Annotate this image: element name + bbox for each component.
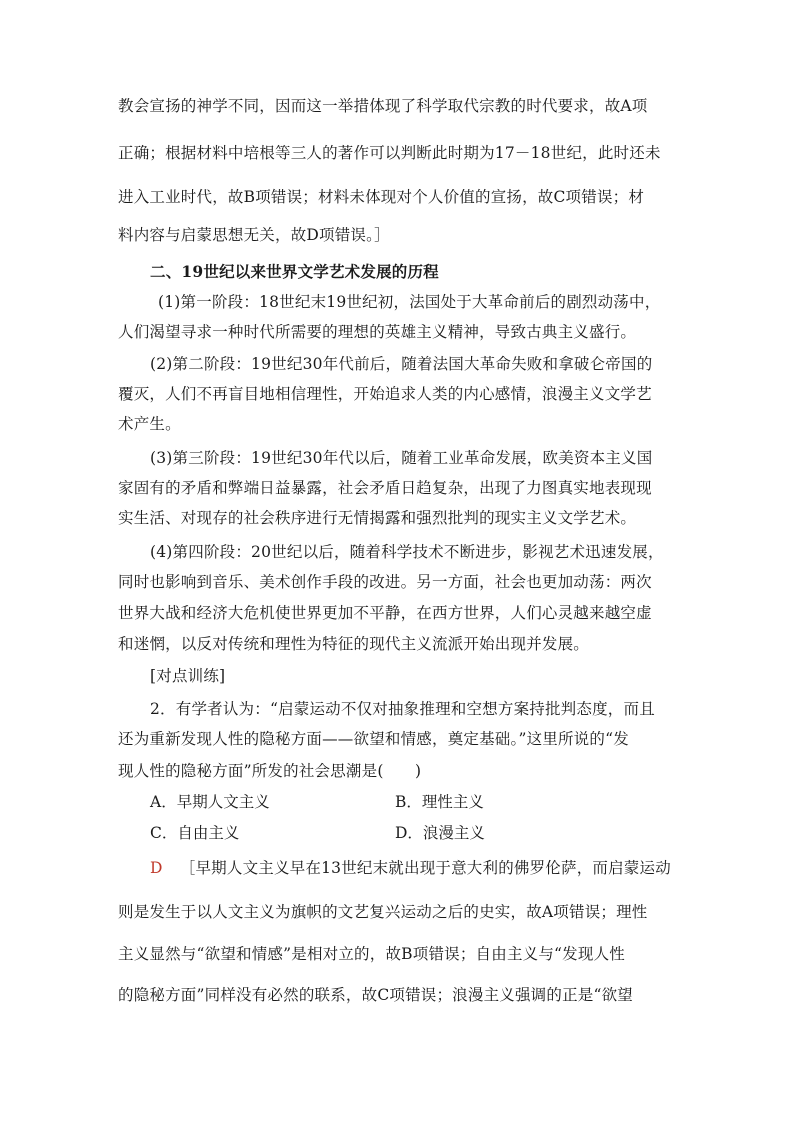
stage-4-line-3: 世界大战和经济大危机使世界更加不平静，在西方世界，人们心灵越来越空虚 — [118, 604, 652, 622]
explanation-line-3: 进入工业时代，故B项错误；材料未体现对个人价值的宣扬，故C项错误；材 — [118, 188, 645, 206]
stage-2-line-2: 覆灭，人们不再盲目地相信理性，开始追求人类的内心感情，浪漫主义文学艺 — [118, 385, 652, 403]
explanation-line-1: 教会宣扬的神学不同，因而这一举措体现了科学取代宗教的时代要求，故A项 — [118, 97, 648, 115]
answer-letter: D — [150, 859, 163, 877]
answer-line-2: 则是发生于以人文主义为旗帜的文艺复兴运动之后的史实，故A项错误；理性 — [118, 903, 648, 921]
training-label: [对点训练] — [150, 667, 226, 685]
stage-1-line-1: (1)第一阶段：18世纪末19世纪初，法国处于大革命前后的剧烈动荡中， — [158, 293, 661, 311]
answer-text-1: ［早期人文主义早在13世纪末就出现于意大利的佛罗伦萨，而启蒙运动 — [179, 859, 671, 877]
stage-4-line-4: 和迷惘，以反对传统和理性为特征的现代主义流派开始出现并发展。 — [118, 635, 590, 653]
explanation-line-2: 正确；根据材料中培根等三人的著作可以判断此时期为17－18世纪，此时还未 — [118, 144, 661, 162]
stage-3-line-2: 家固有的矛盾和弊端日益暴露，社会矛盾日趋复杂，出现了力图真实地表现现 — [118, 479, 652, 497]
stage-4-line-1: (4)第四阶段：20世纪以后，随着科学技术不断进步，影视艺术迅速发展， — [150, 543, 664, 561]
section-heading: 二、19世纪以来世界文学艺术发展的历程 — [150, 262, 439, 281]
option-a: A．早期人文主义 — [150, 793, 270, 811]
option-c: C．自由主义 — [150, 824, 240, 842]
answer-line-3: 主义显然与“欲望和情感”是相对立的，故B项错误；自由主义与“发现人性 — [118, 945, 625, 963]
stage-2-line-1: (2)第二阶段：19世纪30年代前后，随着法国大革命失败和拿破仑帝国的 — [150, 355, 653, 373]
answer-line-4: 的隐秘方面”同样没有必然的联系，故C项错误；浪漫主义强调的正是“欲望 — [118, 986, 634, 1004]
option-b: B．理性主义 — [395, 793, 484, 811]
stage-4-line-2: 同时也影响到音乐、美术创作手段的改进。另一方面，社会也更加动荡：两次 — [118, 573, 652, 591]
answer-line-1 — [150, 858, 671, 878]
stage-3-line-3: 实生活、对现存的社会秩序进行无情揭露和强烈批判的现实主义文学艺术。 — [118, 509, 637, 527]
question-2-line-2: 还为重新发现人性的隐秘方面——欲望和情感，奠定基础。”这里所说的“发 — [118, 730, 629, 748]
stage-1-line-2: 人们渴望寻求一种时代所需要的理想的英雄主义精神，导致古典主义盛行。 — [118, 323, 637, 341]
question-2-line-1: 2．有学者认为：“启蒙运动不仅对抽象推理和空想方案持批判态度，而且 — [150, 700, 655, 718]
stage-2-line-3: 术产生。 — [118, 415, 181, 433]
question-2-line-3: 现人性的隐秘方面”所发的社会思潮是( ) — [118, 762, 422, 780]
explanation-line-4: 料内容与启蒙思想无关，故D项错误。］ — [118, 226, 390, 244]
stage-3-line-1: (3)第三阶段：19世纪30年代以后，随着工业革命发展，欧美资本主义国 — [150, 449, 653, 467]
option-d: D．浪漫主义 — [395, 824, 485, 842]
